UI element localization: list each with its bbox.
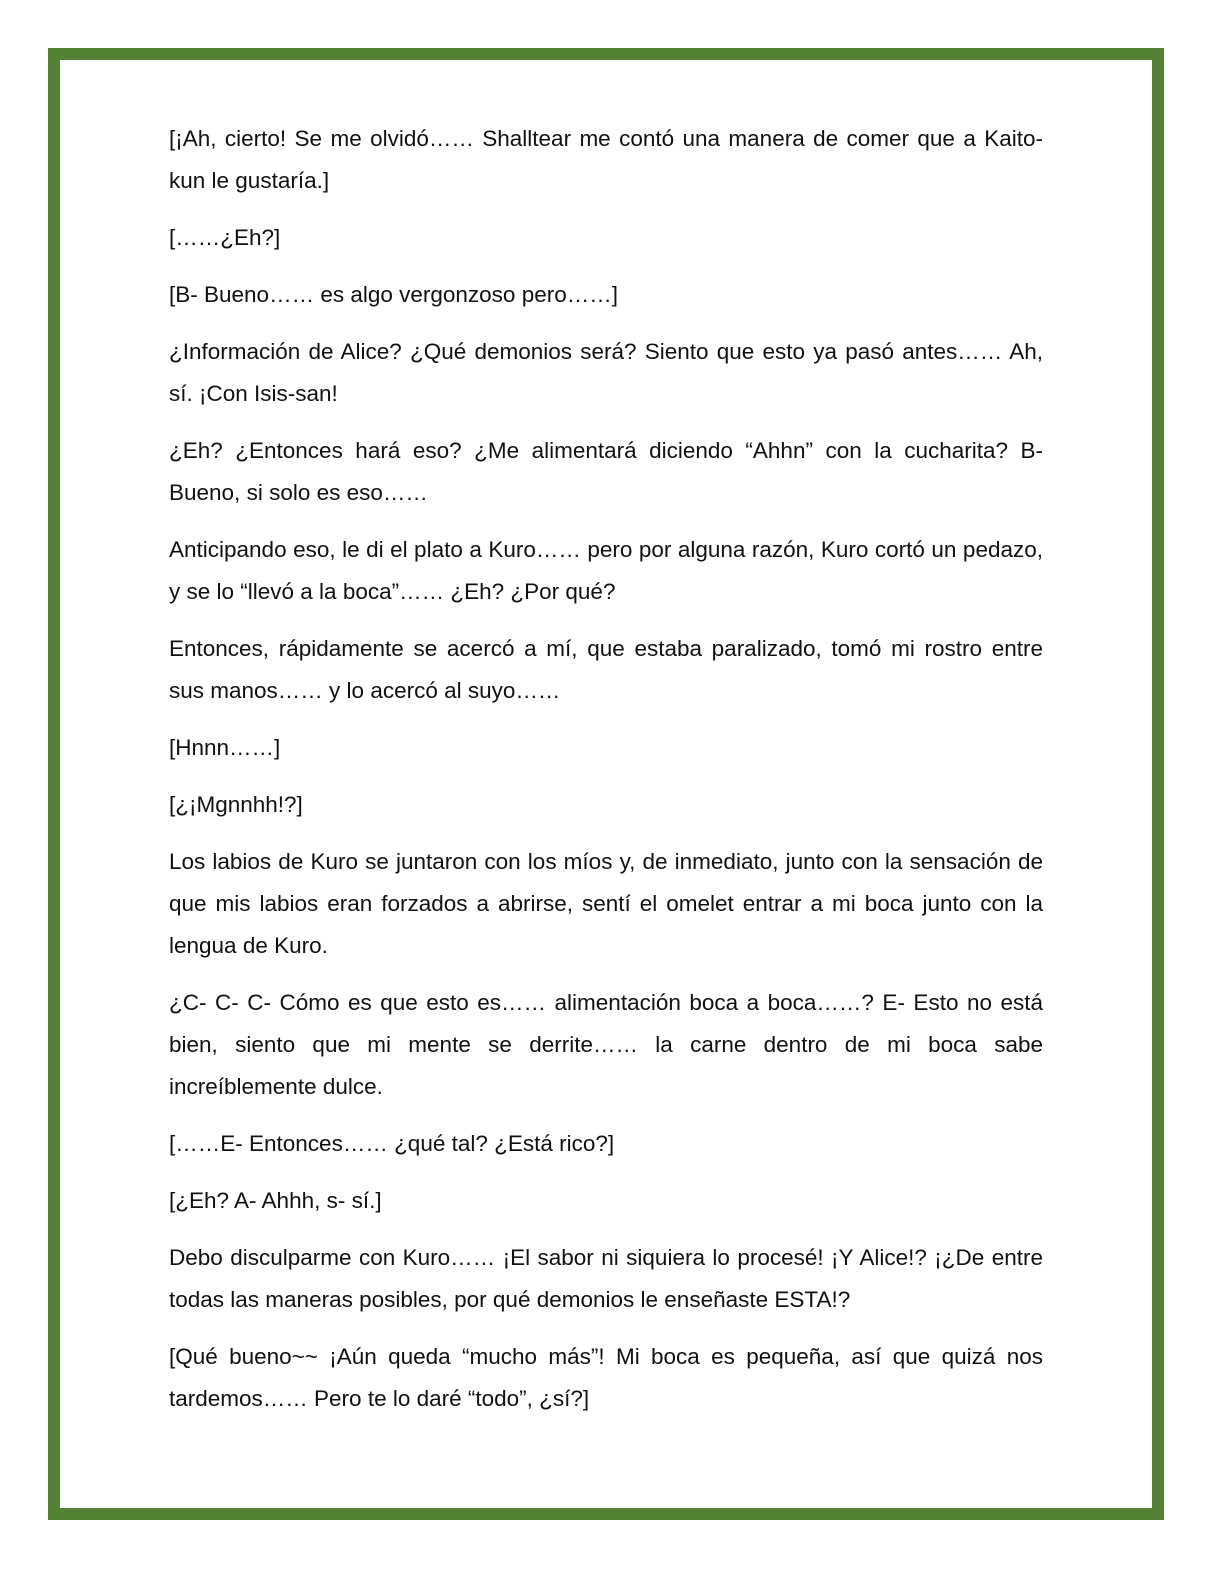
paragraph: [¡Ah, cierto! Se me olvidó…… Shalltear me contó una manera de comer que a Kaito-kun le gustaría.] — [169, 126, 1043, 193]
paragraph: ¿Eh? ¿Entonces hará eso? ¿Me alimentará diciendo “Ahhn” con la cucharita? B- Bueno, si solo es eso…… — [169, 438, 1043, 505]
paragraph: [……¿Eh?] — [169, 225, 281, 250]
paragraph: ¿Información de Alice? ¿Qué demonios será? Siento que esto ya pasó antes…… Ah, sí. ¡Con Isis-san! — [169, 339, 1043, 406]
paragraph: Entonces, rápidamente se acercó a mí, que estaba paralizado, tomó mi rostro entre sus manos…… y lo acercó al suyo…… — [169, 636, 1043, 703]
paragraph: [B- Bueno…… es algo vergonzoso pero……] — [169, 282, 618, 307]
paragraph: [Qué bueno~~ ¡Aún queda “mucho más”! Mi boca es pequeña, así que quizá nos tardemos…… Pero te lo daré “todo”, ¿sí?] — [169, 1344, 1043, 1411]
paragraph: Anticipando eso, le di el plato a Kuro…… pero por alguna razón, Kuro cortó un pedazo, y se lo “llevó a la boca”…… ¿Eh? ¿Por qué? — [169, 537, 1043, 604]
paragraph: Debo disculparme con Kuro…… ¡El sabor ni siquiera lo procesé! ¡Y Alice!? ¡¿De entre todas las maneras posibles, por qué demonios le enseñaste ESTA!? — [169, 1245, 1043, 1312]
paragraph: [¿¡Mgnnhh!?] — [169, 792, 303, 817]
paragraph: [Hnnn……] — [169, 735, 281, 760]
paragraph: ¿C- C- C- Cómo es que esto es…… alimentación boca a boca……? E- Esto no está bien, siento que mi mente se derrite…… la carne dentro de mi boca sabe increíblemente dulce. — [169, 990, 1043, 1099]
document-body — [169, 118, 1043, 1435]
paragraph: [……E- Entonces…… ¿qué tal? ¿Está rico?] — [169, 1131, 615, 1156]
paragraph: Los labios de Kuro se juntaron con los míos y, de inmediato, junto con la sensación de que mis labios eran forzados a abrirse, sentí el omelet entrar a mi boca junto con la lengua de Kuro. — [169, 849, 1043, 958]
paragraph: [¿Eh? A- Ahhh, s- sí.] — [169, 1188, 382, 1213]
